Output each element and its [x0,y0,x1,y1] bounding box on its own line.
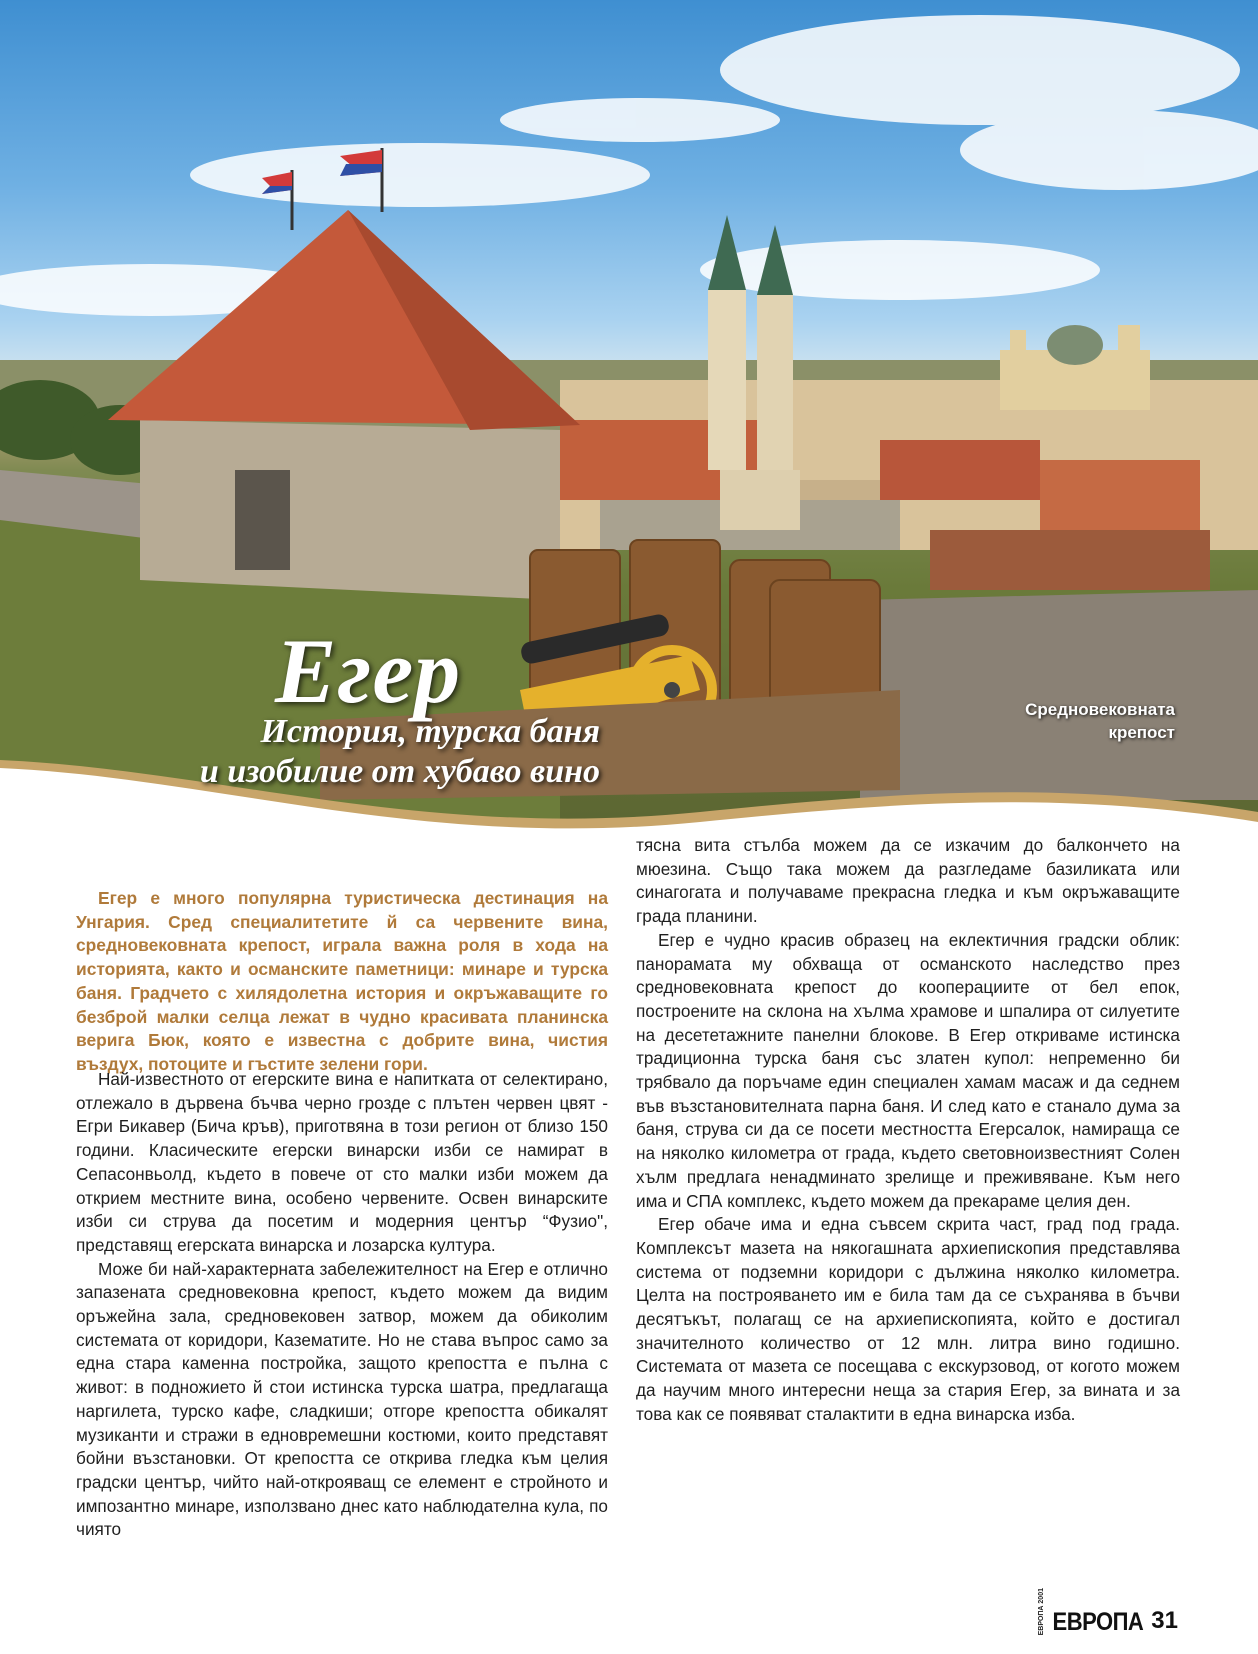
subtitle-line-2: и изобилие от хубаво вино [199,753,600,790]
page-number: 31 [1151,1607,1178,1635]
left-column [76,1068,608,1542]
clouds [0,15,1258,316]
caption-line-1: Средновековната [1025,700,1175,719]
tower-wall [140,420,560,600]
caption-line-2: крепост [1108,723,1175,742]
subtitle-line-1: История, турска баня [260,713,600,750]
right-paragraph-2: Егер обаче има и една съвсем скрита част, град под града. Комплексът мазета на някогашната архиепископия представлява система от подземни коридори с дължина няколко километра. Целта на построяването им е била там да се съхранява в бъчви десятъкът, полагащ се на архиепископията, който е достигал значителното количество от 12 млн. литра вино годишно. Системата от мазета се посещава с екскурзовод, от когото можем да научим много интересни неща за стария Егер, за вината и за това как се появяват сталактити в една винарска изба. [636,1214,1180,1424]
article-subtitle [160,712,600,792]
right-paragraph-continued: тясна вита стълба можем да се изкачим до балкончето на мюезина. Също така можем да разгледаме базиликата или синагогата и получаваме прекрасна гледка и към окръжаващите града планини. [636,835,1180,927]
photo-caption [960,698,1175,744]
page-footer [1038,1588,1178,1635]
left-paragraph-2: Може би най-характерната забележителност на Егер е отлично запазената средновековна крепост, където можем да видим оръжейна зала, средновековен затвор, можем да обиколим системата от коридори, Казематите. Но не става въпрос само за една стара каменна постройка, защото крепостта е пълна с живот: в подножието й стои истинска турска шатра, предлагаща наргилета, турско кафе, сладкиши; отгоре крепостта обикалят музиканти и стражи в едновремешни костюми, които представят бойни възстановки. От крепостта се открива гледка към целия градски център, чийто най-открояващ се елемент е стройното и импозантно минаре, използвано днес като наблюдателна кула, по чиято [76,1258,608,1540]
basilica [1000,325,1150,410]
article-title: Егер [275,620,462,722]
lead-paragraph: Егер е много популярна туристическа дестинация на Унгария. Сред специалитетите й са червените вина, средновековната крепост, играла важна роля в хода на историята, както и османските паметници: минаре и турска баня. Градчето с хилядолетна история и окръжаващите го безброй малки селца лежат в чудно красивата планинска верига Бюк, която е известна с добрите вина, чистия въздух, потоците и гъстите зелени гори. [76,888,608,1074]
stone-wall-right [860,590,1258,800]
left-paragraph-1: Най-известното от егерските вина е напитката от селектирано, отлежало в дървена бъчва черно грозде с плътен червен цвят - Егри Бикавер (Бича кръв), приготвяна в този регион от близо 150 години. Класическите егерски винарски изби се намират в Сепасонвьолд, където в повече от сто малки изби можем да открием местните вина, особено червените. Освен винарските изби си струва да посетим и модерния център “Фузио", представящ егерската винарска и лозарска култура. [76,1069,608,1255]
tower-doorway [235,470,290,570]
magazine-mark: ЕВРОПА 2001 [1037,1588,1045,1636]
right-column [636,834,1180,1427]
right-paragraph-1: Егер е чудно красив образец на еклектичния градски облик: панорамата му обхваща от османското наследство през средновековната крепост до кооперациите от бел епок, построените на склона на хълма храмове и шпалира от силуетите на десететажните панелни блокове. В Егер откриваме истинска традиционна турска баня със златен купол: непременно би трябвало да поръчаме един специален хамам масаж и да седнем във възстановителната парна баня. И след като е станало дума за баня, струва си да се посети местността Егерсалок, намираща се на няколко километра от града, където световноизвестният Солен хълм предлага ненадминато зрелище и преживяване. Към него има и СПА комплекс, където можем да прекараме целия ден. [636,929,1180,1211]
magazine-name: ЕВРОПА [1052,1607,1144,1637]
